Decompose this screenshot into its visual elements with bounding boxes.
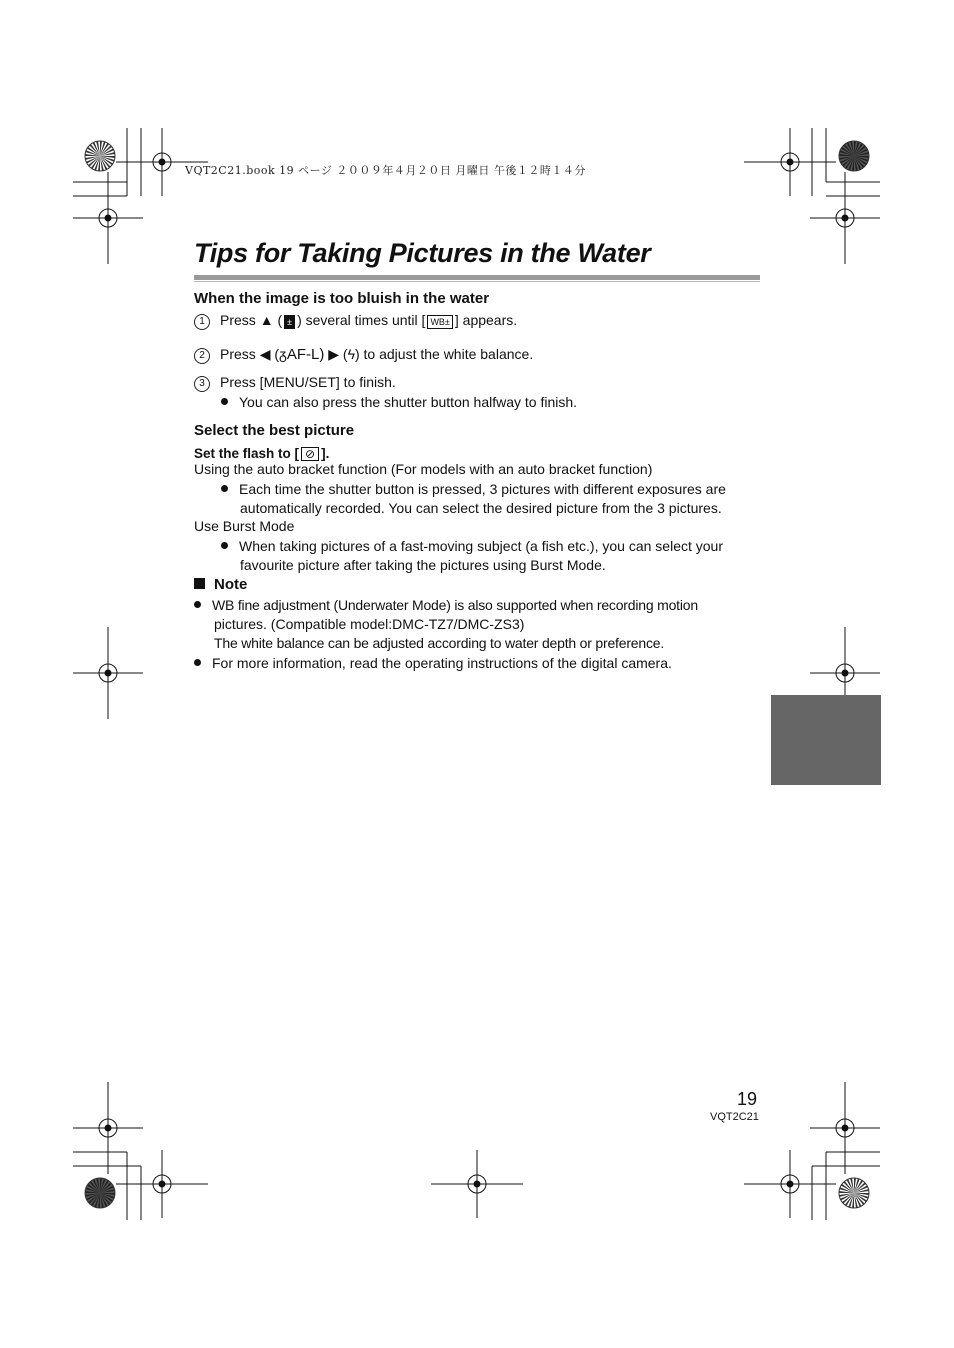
step-2: 2 Press ◀ (ᵹAF-L) ▶ (ϟ) to adjust the white balance. <box>194 346 533 364</box>
radial-target-bottom-right <box>838 1177 870 1209</box>
model-code: VQT2C21 <box>710 1111 759 1123</box>
print-header: VQT2C21.book 19 ページ ２００９年４月２０日 月曜日 午後１２時１４分 <box>185 164 586 177</box>
bullet-icon <box>194 601 201 608</box>
left-arrow-icon: ◀ <box>259 346 271 362</box>
bullet-icon <box>221 398 228 405</box>
self-timer-icon: ᵹ <box>279 346 287 362</box>
step-3: 3 Press [MENU/SET] to finish. <box>194 374 396 392</box>
note-bullet-2: For more information, read the operating instructions of the digital camera. <box>194 655 672 671</box>
radial-target-top-right <box>838 140 870 172</box>
bracket-bullet: Each time the shutter button is pressed, 3 pictures with different exposures are <box>221 481 726 497</box>
flash-off-icon: ⊘ <box>301 447 319 461</box>
title-rule-thin <box>194 281 760 282</box>
note-bullet-1-cont-2: The white balance can be adjusted according to water depth or preference. <box>214 635 665 651</box>
bracket-bullet-cont: automatically recorded. You can select the desired picture from the 3 pictures. <box>240 500 722 516</box>
bullet-icon <box>221 542 228 549</box>
bullet-icon <box>194 659 201 666</box>
section-heading-bluish: When the image is too bluish in the water <box>194 290 490 307</box>
step-1: 1 Press ▲ ( ± ) several times until [ WB± ] appears. <box>194 312 517 330</box>
step-number: 1 <box>194 314 210 330</box>
exposure-icon: ± <box>284 315 295 329</box>
flash-icon: ϟ <box>347 346 355 362</box>
step-number: 2 <box>194 348 210 364</box>
square-bullet-icon <box>194 578 205 589</box>
page-title: Tips for Taking Pictures in the Water <box>194 238 651 268</box>
burst-bullet-cont: favourite picture after taking the pictures using Burst Mode. <box>240 557 606 573</box>
burst-line: Use Burst Mode <box>194 518 295 534</box>
page-number: 19 <box>737 1089 758 1109</box>
radial-target-bottom-left <box>84 1177 116 1209</box>
note-heading: Note <box>194 576 247 593</box>
section-heading-best-picture: Select the best picture <box>194 422 355 439</box>
bracket-line: Using the auto bracket function (For models with an auto bracket function) <box>194 461 653 477</box>
burst-bullet: When taking pictures of a fast-moving subject (a fish etc.), you can select your <box>221 538 723 554</box>
radial-target-top-left <box>84 140 116 172</box>
flash-setting-line: Set the flash to [ ⊘ ]. <box>194 446 330 461</box>
note-bullet-1: WB fine adjustment (Underwater Mode) is also supported when recording motion <box>194 597 698 613</box>
right-arrow-icon: ▶ <box>328 346 339 362</box>
up-arrow-icon: ▲ <box>259 312 274 328</box>
wb-adjust-icon: WB± <box>427 315 452 329</box>
note-bullet-1-cont: pictures. (Compatible model:DMC-TZ7/DMC-ZS3) <box>214 616 525 632</box>
side-tab <box>771 695 881 785</box>
step-3-bullet: You can also press the shutter button halfway to finish. <box>221 394 577 410</box>
bullet-icon <box>221 485 228 492</box>
step-number: 3 <box>194 376 210 392</box>
title-rule <box>194 275 760 280</box>
